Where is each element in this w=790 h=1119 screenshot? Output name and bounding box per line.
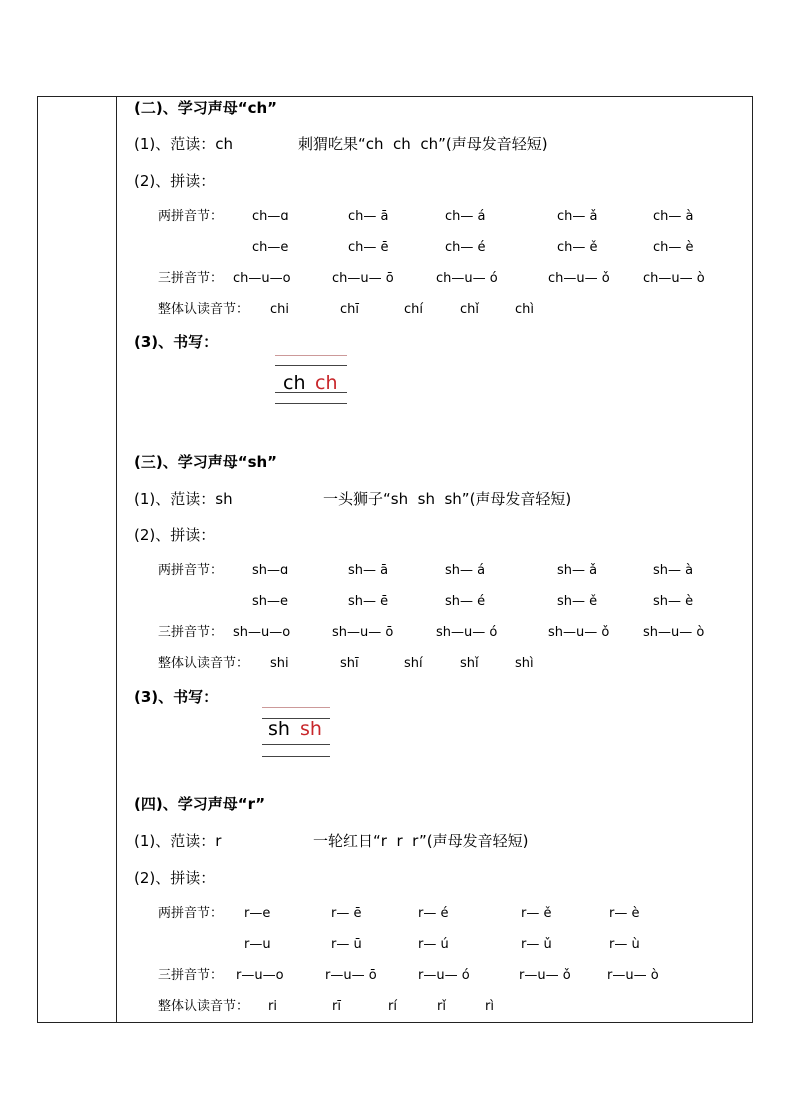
syllable: sh—u—o <box>233 625 291 640</box>
two-syllable-label: 两拼音节： <box>158 563 224 578</box>
syllable: r—u— ò <box>607 968 659 983</box>
section-heading: (三)、学习声母“sh” <box>134 453 278 471</box>
syllable: r— ě <box>521 906 552 921</box>
syllable: shì <box>515 656 534 671</box>
syllable: sh—u— ǒ <box>548 625 610 640</box>
writing-sample: ch <box>283 372 306 394</box>
syllable: sh— é <box>445 594 486 609</box>
syllable: ch— à <box>653 209 694 224</box>
whole-syllable-label: 整体认读音节： <box>158 656 250 671</box>
syllable: ch—u— ò <box>643 271 705 286</box>
syllable: sh—u— ó <box>436 625 498 640</box>
syllable: chī <box>340 302 359 317</box>
writing-grid <box>275 355 347 407</box>
syllable: r—e <box>244 906 271 921</box>
syllable: r— è <box>609 906 640 921</box>
syllable: ch— á <box>445 209 486 224</box>
read-phrase: 一轮红日“r r r”(声母发音轻短) <box>313 832 529 850</box>
syllable: ch— ā <box>348 209 389 224</box>
writing-sample: sh <box>268 718 290 740</box>
syllable: r—u—o <box>236 968 284 983</box>
syllable: ch—e <box>252 240 289 255</box>
syllable: sh— ē <box>348 594 389 609</box>
syllable: r— ǔ <box>521 937 552 952</box>
syllable: chí <box>404 302 423 317</box>
section-heading: (二)、学习声母“ch” <box>134 99 277 117</box>
three-syllable-label: 三拼音节： <box>158 968 224 983</box>
three-syllable-label: 三拼音节： <box>158 625 224 640</box>
syllable: sh—e <box>252 594 289 609</box>
syllable: ch— è <box>653 240 694 255</box>
writing-grid <box>262 707 330 759</box>
syllable: sh— è <box>653 594 694 609</box>
syllable: sh—u— ō <box>332 625 394 640</box>
syllable: chi <box>270 302 289 317</box>
syllable: sh— á <box>445 563 486 578</box>
syllable: r—u <box>244 937 271 952</box>
syllable: chǐ <box>460 302 479 317</box>
write-label: (3)、书写： <box>134 688 219 706</box>
syllable: r— ù <box>609 937 640 952</box>
syllable: ri <box>268 999 277 1014</box>
read-label: (1)、范读：r <box>134 832 222 850</box>
syllable: r— ū <box>331 937 362 952</box>
two-syllable-label: 两拼音节： <box>158 906 224 921</box>
writing-sample-red: sh <box>300 718 322 740</box>
syllable: ch—u— ō <box>332 271 394 286</box>
whole-syllable-label: 整体认读音节： <box>158 999 250 1014</box>
read-phrase: 刺猬吃果“ch ch ch”(声母发音轻短) <box>298 135 548 153</box>
syllable: r— é <box>418 906 449 921</box>
syllable: sh— ā <box>348 563 389 578</box>
syllable: rǐ <box>437 999 446 1014</box>
syllable: ch— ǎ <box>557 209 598 224</box>
syllable: ch— ě <box>557 240 598 255</box>
syllable: shí <box>404 656 423 671</box>
syllable: ch—u—o <box>233 271 291 286</box>
syllable: ch— ē <box>348 240 389 255</box>
read-label: (1)、范读：ch <box>134 135 234 153</box>
spell-label: (2)、拼读： <box>134 526 216 544</box>
three-syllable-label: 三拼音节： <box>158 271 224 286</box>
whole-syllable-label: 整体认读音节： <box>158 302 250 317</box>
syllable: r— ú <box>418 937 449 952</box>
syllable: sh— à <box>653 563 694 578</box>
syllable: rī <box>332 999 341 1014</box>
spell-label: (2)、拼读： <box>134 869 216 887</box>
read-label: (1)、范读：sh <box>134 490 233 508</box>
syllable: chì <box>515 302 534 317</box>
syllable: r—u— ō <box>325 968 377 983</box>
syllable: ch—ɑ <box>252 209 289 224</box>
two-syllable-label: 两拼音节： <box>158 209 224 224</box>
syllable: rì <box>485 999 494 1014</box>
column-divider <box>116 96 117 1023</box>
syllable: sh—ɑ <box>252 563 289 578</box>
syllable: ch—u— ǒ <box>548 271 610 286</box>
read-phrase: 一头狮子“sh sh sh”(声母发音轻短) <box>323 490 572 508</box>
syllable: r—u— ǒ <box>519 968 571 983</box>
syllable: r— ē <box>331 906 362 921</box>
syllable: ch—u— ó <box>436 271 498 286</box>
syllable: shī <box>340 656 359 671</box>
syllable: ch— é <box>445 240 486 255</box>
section-heading: (四)、学习声母“r” <box>134 795 266 813</box>
syllable: rí <box>388 999 397 1014</box>
syllable: shǐ <box>460 656 479 671</box>
write-label: (3)、书写： <box>134 333 219 351</box>
spell-label: (2)、拼读： <box>134 172 216 190</box>
writing-sample-red: ch <box>315 372 338 394</box>
syllable: sh— ě <box>557 594 598 609</box>
syllable: r—u— ó <box>418 968 470 983</box>
syllable: shi <box>270 656 289 671</box>
syllable: sh—u— ò <box>643 625 705 640</box>
syllable: sh— ǎ <box>557 563 598 578</box>
